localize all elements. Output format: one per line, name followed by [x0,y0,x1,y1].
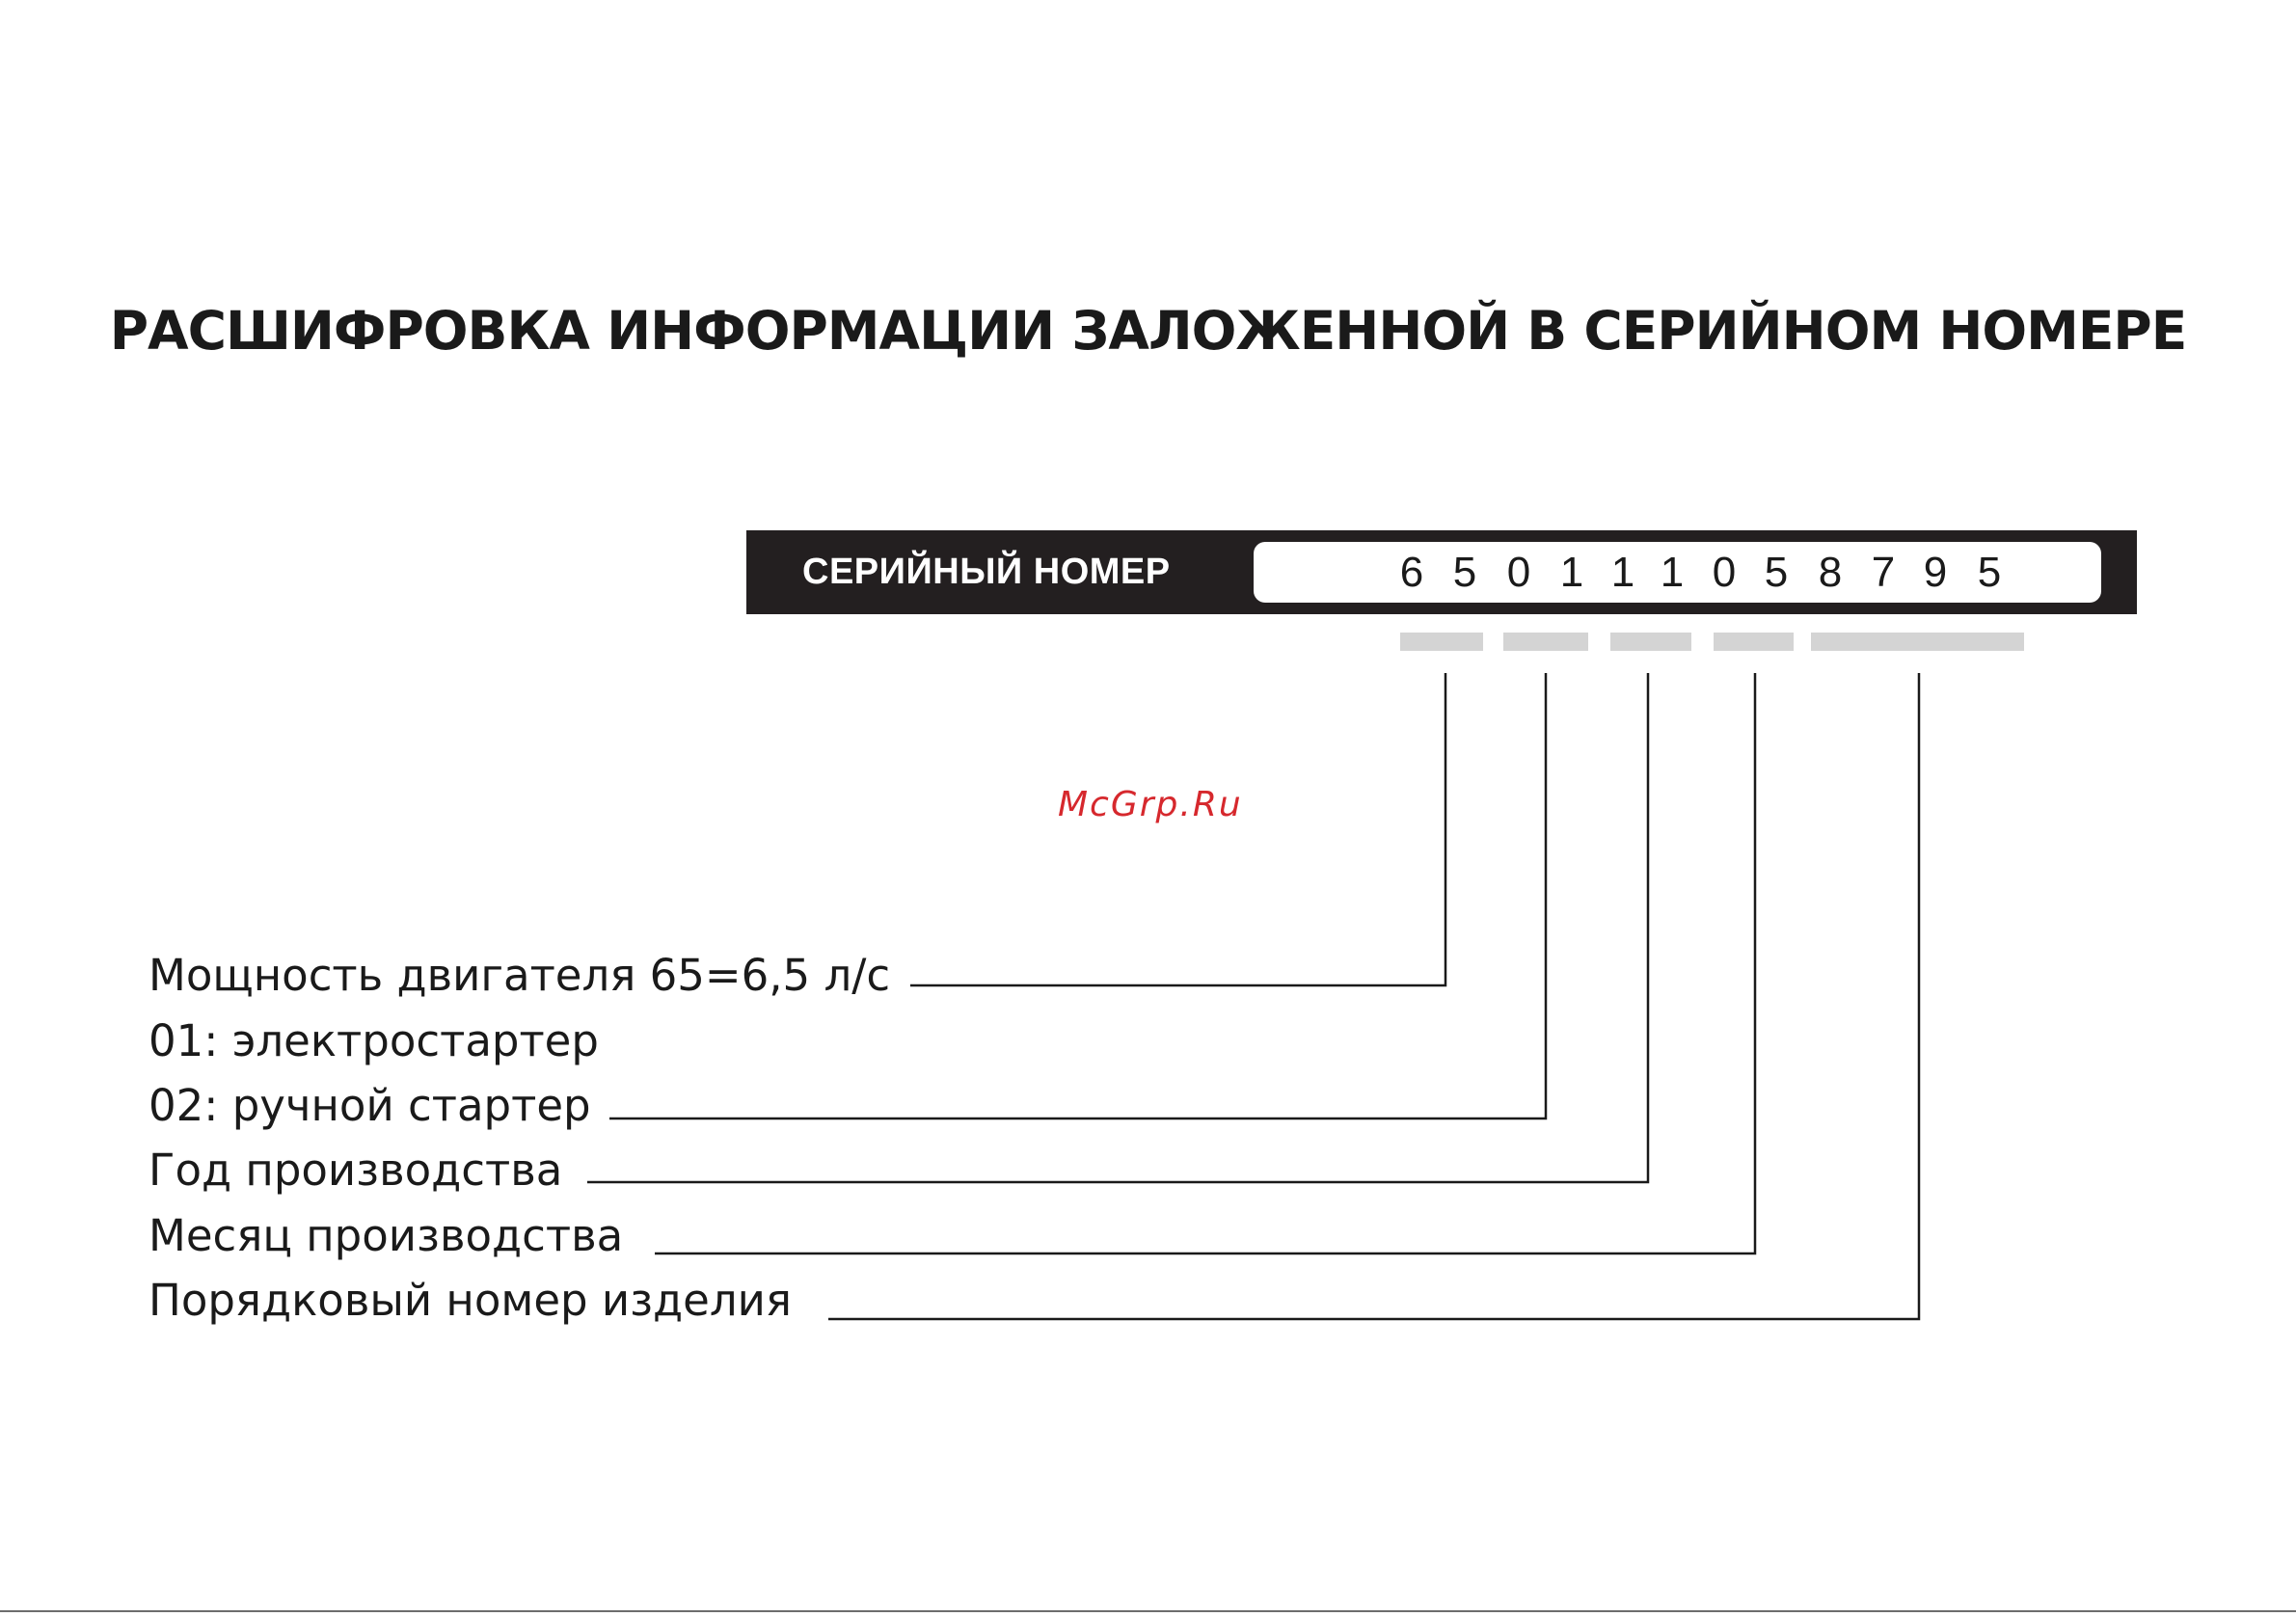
serial-digit: 6 [1399,549,1424,596]
page-title: РАСШИФРОВКА ИНФОРМАЦИИ ЗАЛОЖЕННОЙ В СЕРИЙНОМ НОМЕРЕ [109,300,2187,362]
watermark: McGrp.Ru [1058,785,1243,824]
legend-production-month: Месяц производства [149,1210,624,1261]
serial-digit: 8 [1818,549,1843,596]
serial-digit: 5 [1452,549,1477,596]
serial-digit: 1 [1610,549,1635,596]
serial-digit: 0 [1506,549,1531,596]
serial-digit: 7 [1871,549,1896,596]
serial-digit: 0 [1712,549,1737,596]
connector-power [910,673,1445,985]
connector-year [587,673,1648,1182]
serial-digit: 1 [1559,549,1584,596]
legend-manual-starter: 02: ручной стартер [149,1080,591,1131]
serial-digit: 9 [1923,549,1948,596]
legend-engine-power: Мощность двигателя 65=6,5 л/с [149,950,891,1001]
connector-starter [609,673,1546,1118]
serial-number-label: СЕРИЙНЫЙ НОМЕР [802,552,1171,592]
legend-serial-sequence: Порядковый номер изделия [149,1275,792,1326]
serial-digit: 1 [1660,549,1685,596]
legend-electric-starter: 01: электростартер [149,1015,599,1066]
serial-digit: 5 [1764,549,1789,596]
legend-production-year: Год производства [149,1145,563,1196]
serial-digit: 5 [1977,549,2002,596]
bottom-rule [0,1610,2296,1612]
